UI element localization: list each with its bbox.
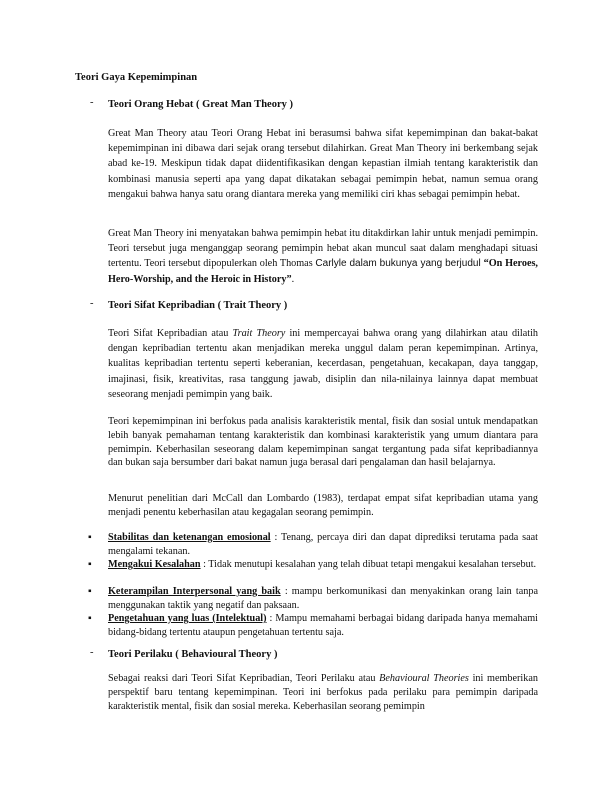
section-2-p1-italic: Trait Theory [232, 328, 286, 339]
section-1-p2-end: . [291, 273, 295, 285]
bullet-icon: ▪ [88, 586, 92, 597]
bullet-icon: ▪ [88, 532, 92, 543]
section-1-p2-text: Great Man Theory ini menyatakan bahwa pemimpin hebat itu ditakdirkan lahir untuk menjadi pemimpin. Teori tersebut juga menganggap seorang pemimpin hebat akan muncul saat dalam menghadapi situasi tertentu. Teori tersebut dipopulerkan oleh Thomas [108, 228, 538, 270]
section-3-marker: - [90, 647, 94, 658]
bullet-text: : Mampu memahami berbagai bidang daripada hanya memahami bidang-bidang tertentu ataupun pengetahuan tertentu saja. [108, 613, 538, 638]
bullet-item [88, 531, 538, 558]
bullet-text: : mampu berkomunikasi dan menyakinkan orang lain tanpa menggunakan taktik yang negatif dan paksaan. [108, 586, 538, 611]
section-3-p1-text-b: ini memberikan perspektif baru tentang kepemimpinan. Teori ini berfokus pada perilaku para pemimpin daripada karakteristik mental, fisik dan sosial mereka. Keberhasilan seorang pemimpin [108, 673, 538, 712]
section-3-p1-italic: Behavioural Theories [379, 673, 469, 684]
document-title: Teori Gaya Kepemimpinan [75, 72, 198, 83]
bullet-term: Stabilitas dan ketenangan emosional [108, 532, 271, 543]
bullet-item [88, 585, 538, 612]
section-1-paragraph-2 [108, 226, 538, 287]
section-3-paragraph-1 [108, 672, 538, 713]
section-1-marker: - [90, 97, 94, 108]
bullet-text: : Tidak menutupi kesalahan yang telah dibuat tetapi mengakui kesalahan tersebut. [200, 559, 537, 570]
book-title: “On Heroes, Hero-Worship, and the Heroic in History” [108, 258, 538, 285]
section-1-p2-sans-text: Carlyle dalam bukunya yang berjudul [315, 258, 484, 270]
section-2-p1-text-a: Teori Sifat Kepribadian atau [108, 328, 233, 339]
bullet-item [88, 612, 538, 639]
section-2-paragraph-1 [108, 326, 538, 402]
bullet-icon: ▪ [88, 613, 92, 624]
section-1-paragraph-1: Great Man Theory atau Teori Orang Hebat ini berasumsi bahwa sifat kepemimpinan dan bakat-bakat kepemimpinan ini dibawa dari sejak orang tersebut dilahirkan. Great Man Theory ini berkembang sejak abad ke-19. Meskipun tidak dapat diidentifikasikan dengan kepastian ilmiah tentang karakteristik dan kombinasi manusia seperti apa yang dapat dikatakan sebagai pemimpin hebat, namun semua orang mengakui bahwa hanya satu orang diantara mereka yang memiliki ciri khas sebagai pemimpin hebat. [108, 128, 538, 200]
bullet-icon: ▪ [88, 559, 92, 570]
section-2-p1-text-b: ini mempercayai bahwa orang yang dilahirkan atau dilatih dengan kepribadian tertentu akan menjadikan mereka unggul dalam peran kepemimpinan. Artinya, kualitas kepribadian tertentu seperti keberanian, kecerdasan, pengetahuan, kecakapan, daya tanggap, imajinasi, fisik, kreativitas, rasa tanggung jawab, disiplin dan nila-nilainya lainnya dapat membuat seseorang menjadi pemimpin yang baik. [108, 328, 538, 400]
section-2-heading: Teori Sifat Kepribadian ( Trait Theory ) [108, 300, 288, 311]
bullet-text: : Tenang, percaya diri dan dapat diprediksi terutama pada saat mengalami tekanan. [108, 532, 538, 557]
section-2-marker: - [90, 298, 94, 309]
section-2-paragraph-2: Teori kepemimpinan ini berfokus pada analisis karakteristik mental, fisik dan sosial untuk mendapatkan lebih banyak pemahaman tentang karakteristik dan kombinasi karakteristik yang umum diantara para pemimpin. Keberhasilan seseorang dalam kepemimpinan sangat tergantung pada sifat kepribadiannya dan bukan saja bersumber dari bakat namun juga berasal dari pengalaman dan hasil belajarnya. [108, 416, 538, 469]
section-2-paragraph-3: Menurut penelitian dari McCall dan Lombardo (1983), terdapat empat sifat kepribadian utama yang menjadi penentu keberhasilan atau kegagalan seorang pemimpin. [108, 493, 538, 518]
bullet-term: Keterampilan Interpersonal yang baik [108, 586, 281, 597]
section-1-heading: Teori Orang Hebat ( Great Man Theory ) [108, 99, 293, 110]
bullet-item [88, 558, 538, 572]
bullet-term: Mengakui Kesalahan [108, 559, 201, 570]
section-3-heading: Teori Perilaku ( Behavioural Theory ) [108, 649, 278, 660]
bullet-term: Pengetahuan yang luas (Intelektual) [108, 613, 267, 624]
section-3-p1-text-a: Sebagai reaksi dari Teori Sifat Kepribadian, Teori Perilaku atau [108, 673, 380, 684]
